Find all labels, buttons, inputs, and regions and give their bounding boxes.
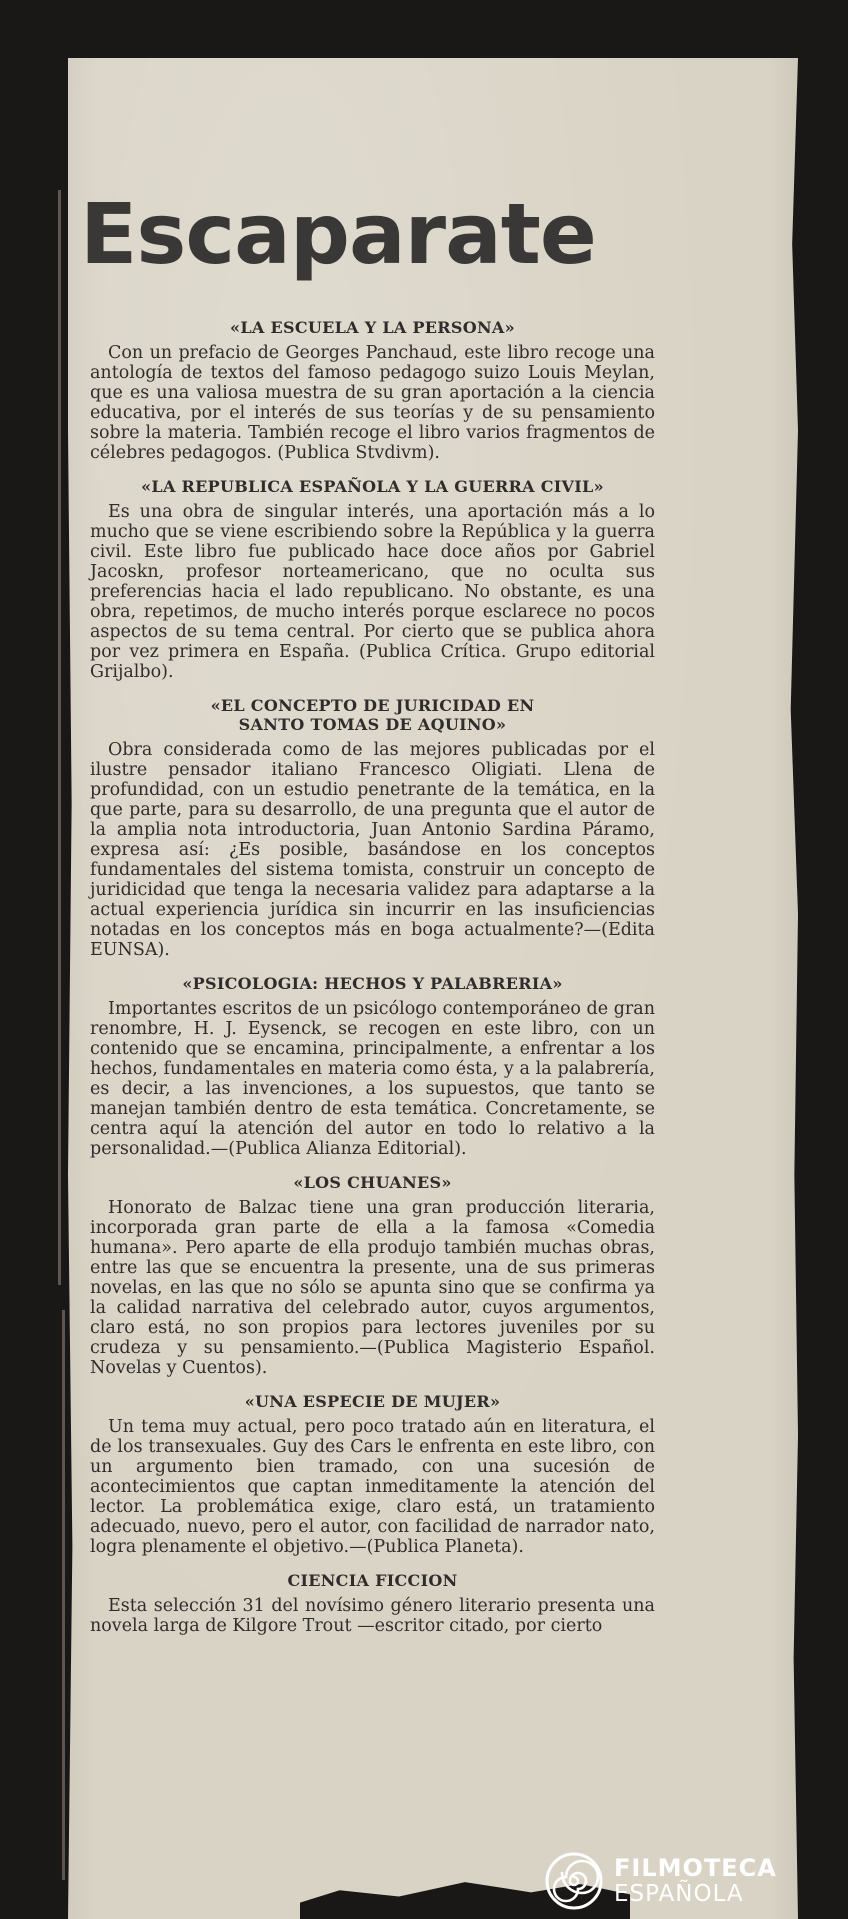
article-title: «LA REPUBLICA ESPAÑOLA Y LA GUERRA CIVIL» (141, 477, 604, 496)
article-body: Honorato de Balzac tiene una gran producción literaria, incorporada gran parte de ella a la famosa «Comedia humana». Pero aparte de ella produjo también muchas obras, entre las que se encuentra la presente, una de sus primeras novelas, en las que no sólo se apunta sino que se confirma ya la calidad narrativa del celebrado autor, cuyos argumentos, claro está, no son propios para lectores juveniles por su crudeza y su pensamiento.—(Publica Magisterio Español. Novelas y Cuentos). (90, 1198, 655, 1378)
article-title: «PSICOLOGIA: HECHOS Y PALABRERIA» (182, 974, 563, 993)
masthead-title: Escaparate (80, 185, 596, 283)
article-title: «UNA ESPECIE DE MUJER» (244, 1392, 501, 1411)
logo-line-1: FILMOTECA (614, 1854, 777, 1882)
spiral-film-icon (544, 1851, 604, 1911)
article-title: «EL CONCEPTO DE JURICIDAD EN SANTO TOMAS DE AQUINO» (210, 696, 535, 734)
logo-text (614, 1856, 777, 1906)
article (90, 1173, 655, 1378)
articles-column (90, 318, 655, 1650)
clipping-edge-line (58, 190, 61, 1285)
filmoteca-logo (544, 1851, 777, 1911)
article-body: Esta selección 31 del novísimo género literario presenta una novela larga de Kilgore Trout —escritor citado, por cierto (90, 1596, 655, 1636)
article-body: Es una obra de singular interés, una aportación más a lo mucho que se viene escribiendo sobre la República y la guerra civil. Este libro fue publicado hace doce años por Gabriel Jacoskn, profesor norteamericano, que no oculta sus preferencias hacia el lado republicano. No obstante, es una obra, repetimos, de mucho interés porque esclarece no pocos aspectos de su tema central. Por cierto que se publica ahora por vez primera en España. (Publica Crítica. Grupo editorial Grijalbo). (90, 502, 655, 682)
article-body: Obra considerada como de las mejores publicadas por el ilustre pensador italiano Francesco Oligiati. Llena de profundidad, con un estudio penetrante de la temática, en la que parte, para su desarrollo, de una pregunta que el autor de la amplia nota introductoria, Juan Antonio Sardina Páramo, expresa así: ¿Es posible, basándose en los conceptos fundamentales del sistema tomista, construir un concepto de juridicidad que tenga la necesaria validez para adaptarse a la actual experiencia jurídica sin incurrir en las insuficiencias notadas en los conceptos más en boga actualmente?—(Edita EUNSA). (90, 740, 655, 960)
article-title: CIENCIA FICCION (287, 1571, 458, 1590)
article-body: Con un prefacio de Georges Panchaud, este libro recoge una antología de textos del famoso pedagogo suizo Louis Meylan, que es una valiosa muestra de su gran aportación a la ciencia educativa, por el interés de sus teorías y de su pensamiento sobre la materia. También recoge el libro varios fragmentos de célebres pedagogos. (Publica Stvdivm). (90, 343, 655, 463)
article-title: «LOS CHUANES» (293, 1173, 452, 1192)
article (90, 477, 655, 682)
clipping-edge-line-lower (62, 1310, 65, 1880)
article (90, 1392, 655, 1557)
article-title: «LA ESCUELA Y LA PERSONA» (230, 318, 515, 337)
logo-line-2: ESPAÑOLA (614, 1881, 744, 1907)
article-body: Un tema muy actual, pero poco tratado aún en literatura, el de los transexuales. Guy des Cars le enfrenta en este libro, con un argumento bien tramado, con una sucesión de acontecimientos que captan inmeditamente la atención del lector. La problemática exige, claro está, un tratamiento adecuado, nuevo, pero el autor, con facilidad de narrador nato, logra plenamente el objetivo.—(Publica Planeta). (90, 1417, 655, 1557)
article (90, 696, 655, 960)
article-body: Importantes escritos de un psicólogo contemporáneo de gran renombre, H. J. Eysenck, se recogen en este libro, con un contenido que se encamina, principalmente, a enfrentar a los hechos, fundamentales en materia como ésta, y a la palabrería, es decir, a las invenciones, a los supuestos, que tanto se manejan también dentro de esta temática. Concretamente, se centra aquí la atención del autor en todo lo relativo a la personalidad.—(Publica Alianza Editorial). (90, 999, 655, 1159)
article (90, 318, 655, 463)
article (90, 974, 655, 1159)
article (90, 1571, 655, 1636)
